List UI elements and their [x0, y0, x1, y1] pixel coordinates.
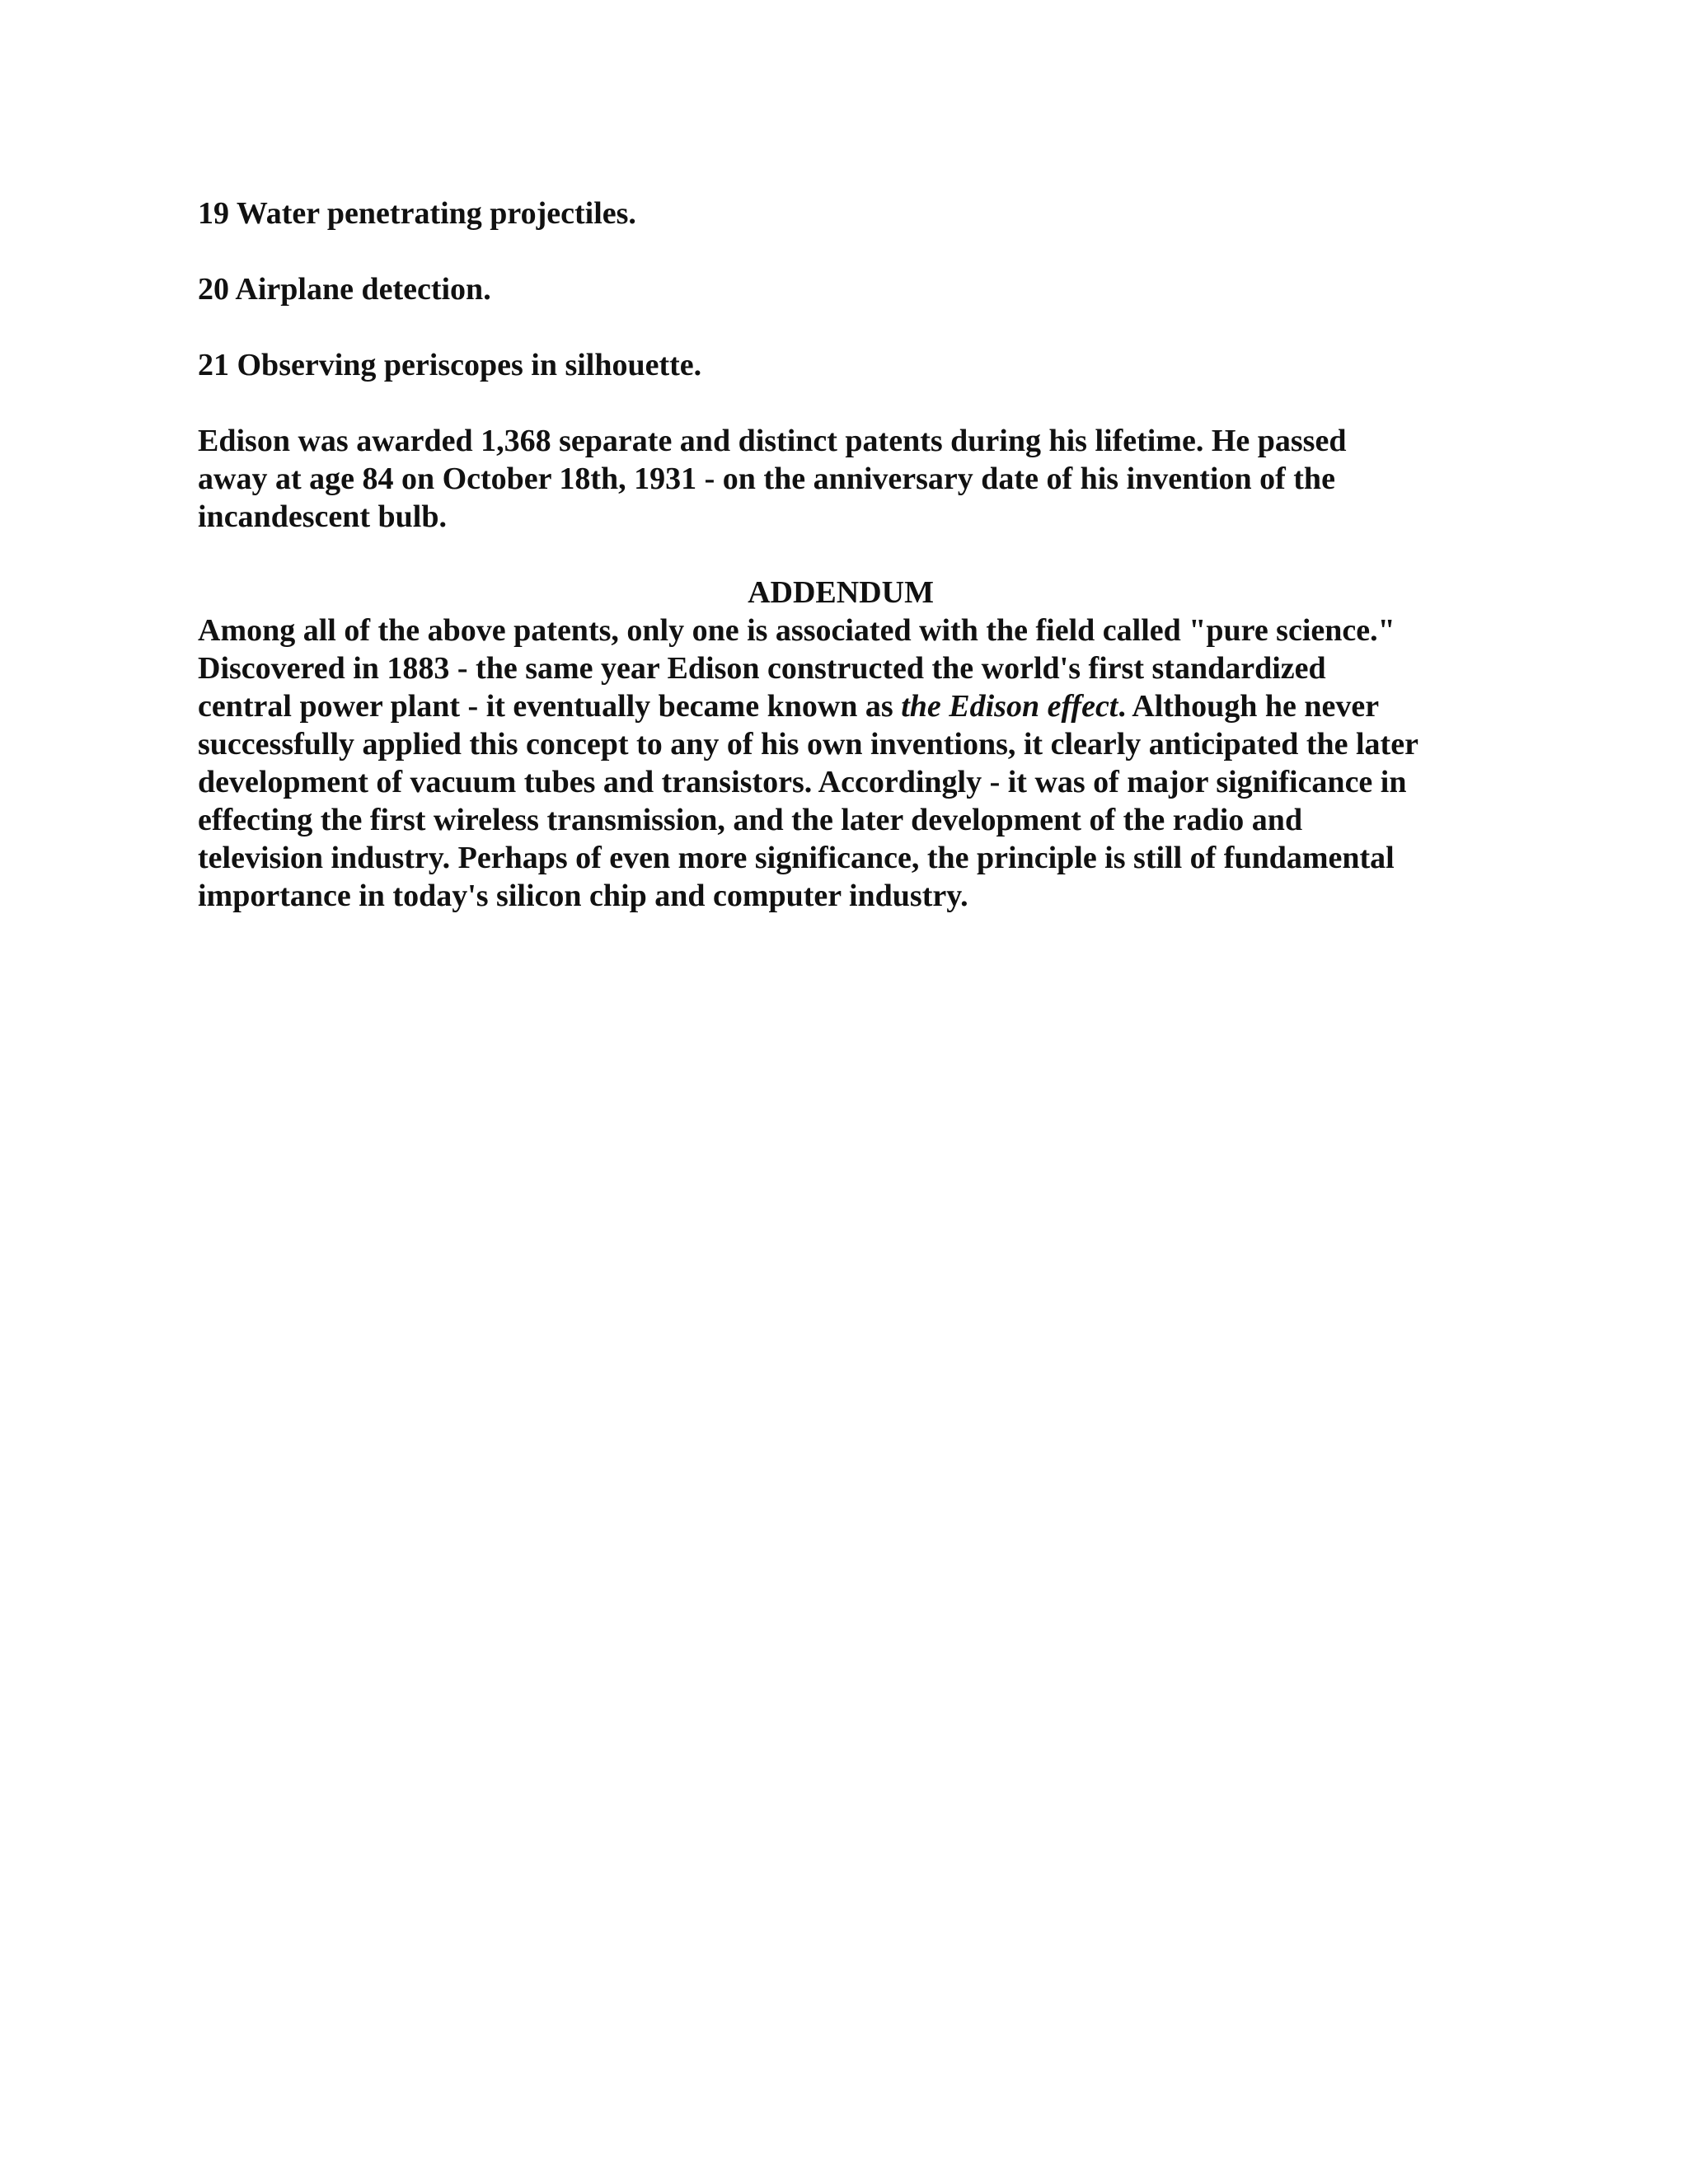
addendum-heading: ADDENDUM — [748, 575, 934, 610]
list-item: 19 Water penetrating projectiles. — [198, 196, 636, 231]
summary-paragraph: Edison was awarded 1,368 separate and distinct patents during his lifetime. He passed away at age 84 on October 18th, 1931 - on the anniversary date of his invention of the incandescent bulb. — [198, 424, 1347, 534]
list-item: 20 Airplane detection. — [198, 272, 491, 307]
addendum-paragraph — [198, 612, 1517, 915]
list-item: 21 Observing periscopes in silhouette. — [198, 348, 702, 382]
addendum-text-after: . Although he never successfully applied this concept to any of his own inventions, it clearly anticipated the later development of vacuum tubes and transistors. Accordingly - it was of major significance in effecting the first wireless transmission, and the later development of the radio and television industry. Perhaps of even more significance, the principle is still of fundamental importance in today's silicon chip and computer industry. — [198, 689, 1418, 913]
edison-effect-emphasis: the Edison effect — [901, 689, 1118, 724]
page-content — [198, 194, 1517, 915]
addendum-text-before: Among all of the above patents, only one is associated with the field called "pure science." Discovered in 1883 - the same year Edison constructed the world's first standardized central power plant - it eventually became known as — [198, 613, 1395, 724]
